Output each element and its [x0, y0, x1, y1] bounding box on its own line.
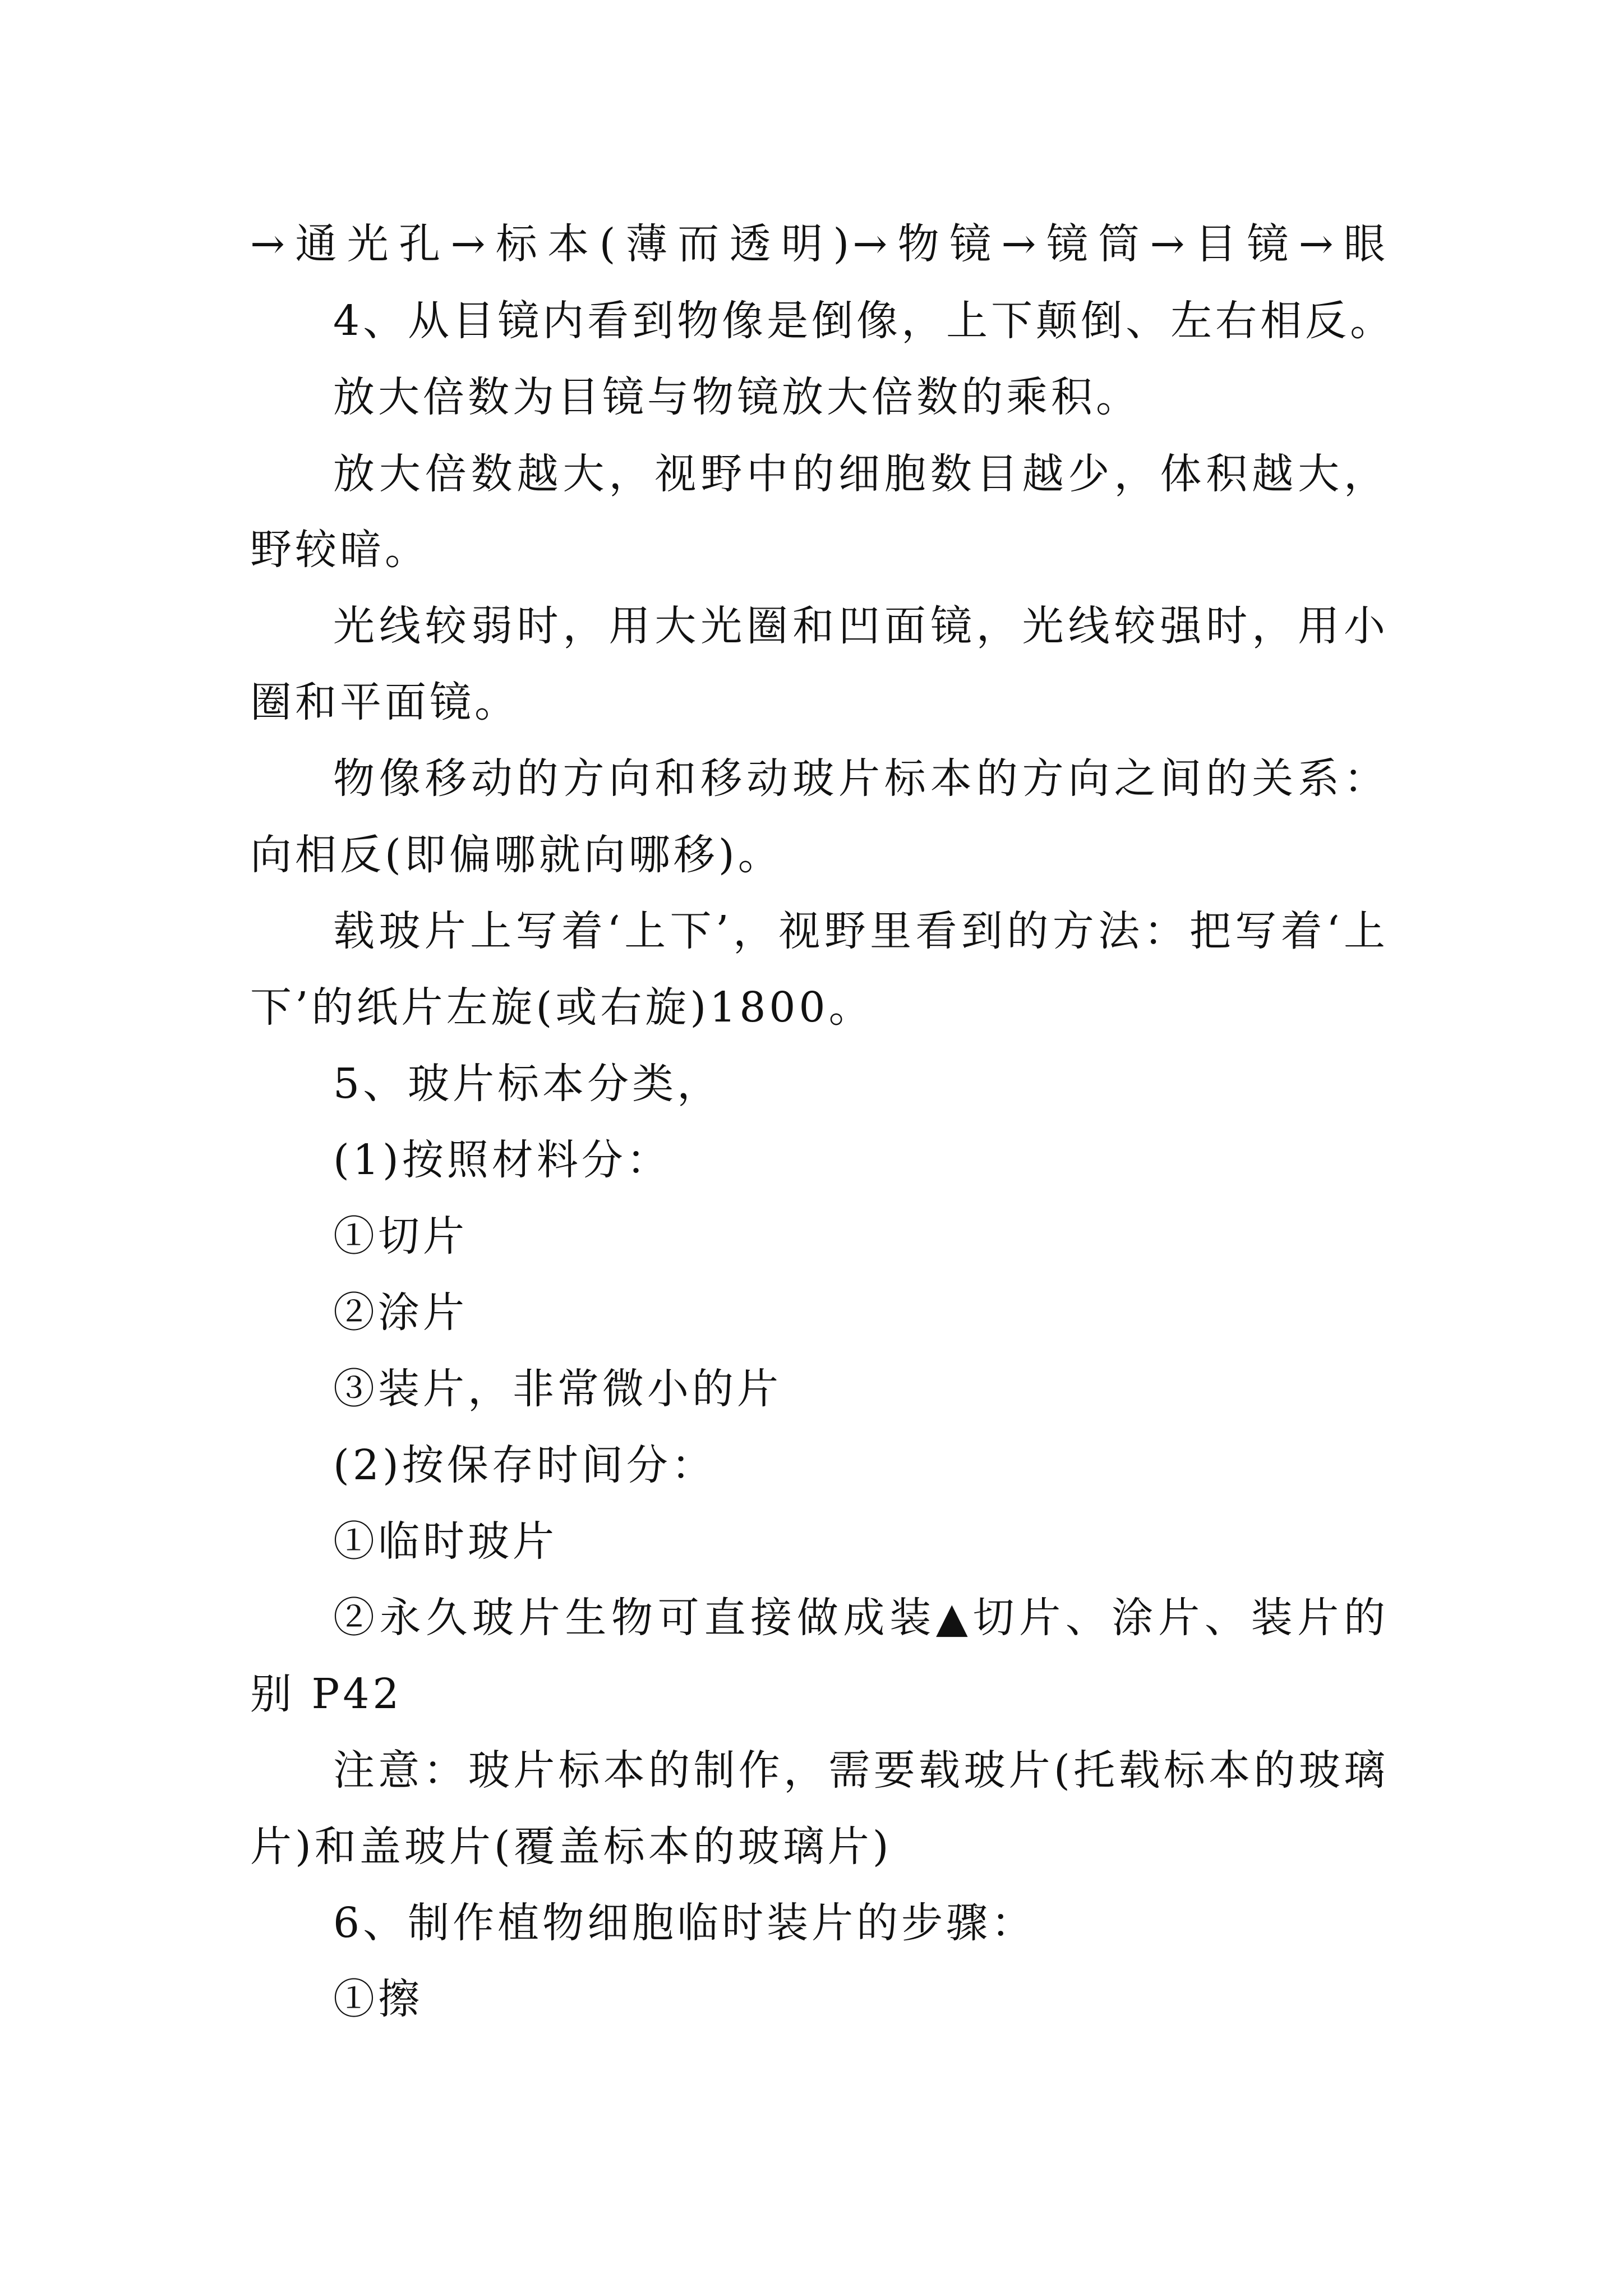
text-line: 片)和盖玻片(覆盖标本的玻璃片): [250, 1823, 892, 1871]
text-line: 别 P42: [250, 1670, 403, 1718]
text-line: 放大倍数越大，视野中的细胞数目越少，体积越大，: [333, 450, 1389, 498]
text-line: ①擦: [333, 1975, 423, 2023]
text-line: ③装片，非常微小的片: [333, 1365, 782, 1413]
text-line: 4、从目镜内看到物像是倒像，上下颠倒、左右相反。: [333, 297, 1395, 345]
text-line: 光线较弱时，用大光圈和凹面镜，光线较强时，用小: [333, 602, 1389, 650]
text-line: →通光孔→标本(薄而透明)→物镜→镜筒→目镜→眼: [250, 220, 1389, 268]
text-line: 物像移动的方向和移动玻片标本的方向之间的关系：: [333, 754, 1389, 803]
text-line: ①切片: [333, 1212, 468, 1260]
text-line: 注意：玻片标本的制作，需要载玻片(托载标本的玻璃: [333, 1746, 1389, 1795]
text-line: 放大倍数为目镜与物镜放大倍数的乘积。: [333, 373, 1141, 421]
text-line: ①临时玻片: [333, 1517, 557, 1566]
text-line: 野较暗。: [250, 526, 430, 574]
text-line: 5、玻片标本分类，: [333, 1060, 722, 1108]
text-line: ②涂片: [333, 1289, 468, 1337]
text-line: ②永久玻片生物可直接做成装▲切片、涂片、装片的: [333, 1594, 1389, 1642]
text-line: 6、制作植物细胞临时装片的步骤：: [333, 1899, 1036, 1947]
text-line: 圈和平面镜。: [250, 678, 519, 726]
text-line: 下’的纸片左旋(或右旋)1800。: [250, 983, 874, 1032]
text-line: (1)按照材料分：: [333, 1136, 671, 1184]
text-line: 载玻片上写着‘上下’，视野里看到的方法：把写着‘上: [333, 907, 1389, 955]
text-line: 向相反(即偏哪就向哪移)。: [250, 831, 783, 879]
text-line: (2)按保存时间分：: [333, 1441, 716, 1489]
